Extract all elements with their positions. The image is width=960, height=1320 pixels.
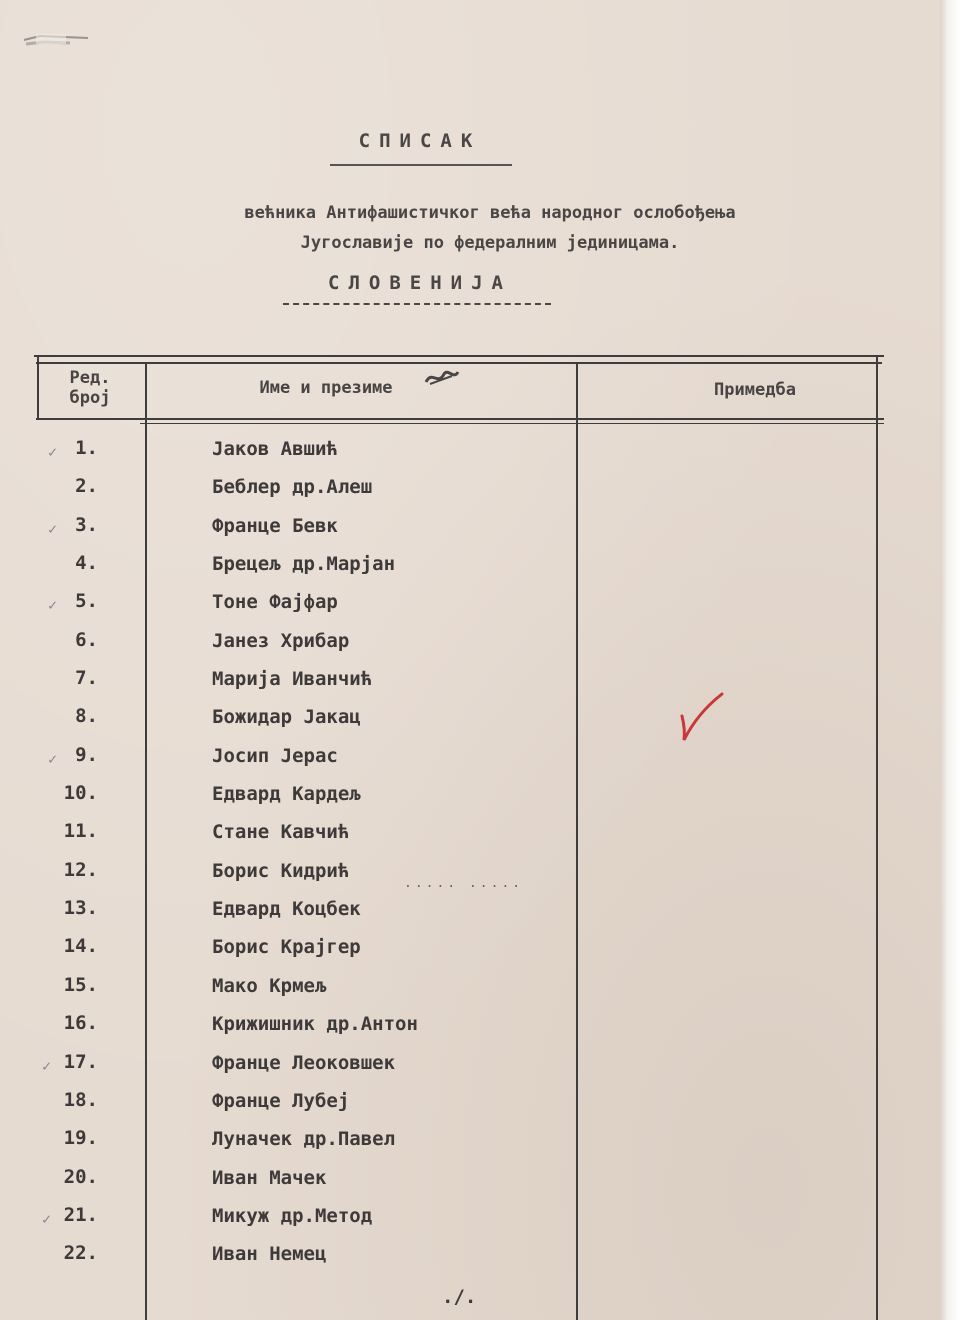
region-heading: СЛОВЕНИЈА [328,272,512,294]
row-number: 10. [63,782,98,805]
row-number: 21. [63,1203,98,1226]
continuation-mark: ./. [442,1286,477,1308]
row-number: 14. [63,935,98,958]
table-row [0,471,900,509]
header-number-line-2: број [69,388,111,408]
header-number-line-1: Ред. [69,368,111,388]
row-number: 19. [63,1127,98,1150]
document-subtitle [130,198,850,258]
document-title: СПИСАК [358,130,482,152]
row-number: 13. [63,897,98,920]
table-row [0,1162,900,1200]
subtitle-line-1: већника Антифашистичког већа народног ослобођења [244,203,736,223]
pencil-check-icon: ✓ [48,519,58,538]
title-underline [330,164,512,166]
member-name: Иван Немец [212,1243,327,1266]
member-name: Јосип Јерас [212,744,338,767]
name-list [0,433,900,1277]
member-name: Божидар Јакац [212,706,361,729]
row-number: 9. [75,743,98,766]
table-row [0,816,900,854]
table-header-rule [36,418,884,420]
member-name: Франце Бевк [212,514,338,537]
row-number: 7. [75,667,98,690]
ink-scribble [424,366,460,390]
table-row [0,1200,900,1238]
row-number: 1. [75,437,98,459]
member-name: Тоне Фајфар [212,591,338,614]
row-number: 11. [63,820,98,843]
table-row [0,970,900,1008]
region-underline [283,303,551,305]
row-number: 6. [75,628,98,651]
row-number: 5. [75,590,98,613]
header-number [44,368,136,408]
member-name: Едвард Кардељ [212,783,361,806]
row-number: 12. [63,858,98,881]
table-row [0,586,900,624]
pencil-check-icon: ✓ [48,443,58,461]
table-row [0,1238,900,1276]
member-name: Мако Крмељ [212,974,327,997]
pencil-check-icon: ✓ [48,749,58,768]
table-top-rule-inner [36,362,882,364]
table-row [0,625,900,663]
staple-mark [20,30,92,48]
member-name: Борис Кидрић [212,859,350,882]
member-name: Брецељ др.Марјан [212,553,396,576]
table-row [0,1085,900,1123]
member-name: Крижишник др.Антон [212,1013,418,1036]
row-number: 3. [75,513,98,536]
member-name: Франце Леоковшек [212,1051,396,1074]
member-name: Борис Крајгер [212,936,361,959]
table-header-rule-inner [140,423,884,424]
table-row [0,893,900,931]
table-row [0,433,900,471]
member-name: Франце Лубеј [212,1089,350,1112]
member-name: Јаков Авшић [212,438,338,460]
row-number: 18. [63,1088,98,1111]
row-number: 4. [75,552,98,575]
pencil-check-icon: ✓ [48,596,58,615]
member-name: Беблер др.Алеш [212,476,373,499]
row-number: 22. [63,1242,98,1265]
member-name: Марија Иванчић [212,668,373,691]
table-row [0,931,900,969]
row-number: 2. [75,475,98,498]
table-row [0,778,900,816]
table-top-rule [34,355,884,357]
table-row [0,1047,900,1085]
row-number: 17. [63,1050,98,1073]
row-number: 20. [63,1165,98,1188]
member-name: Јанез Хрибар [212,629,350,652]
table-row [0,740,900,778]
row-number: 15. [63,973,98,996]
member-name: Микуж др.Метод [212,1204,373,1227]
table-row [0,663,900,701]
red-check-mark-icon [676,690,728,746]
member-name: Иван Мачек [212,1166,327,1189]
subtitle-line-2: Југославије по федералним јединицама. [300,233,680,253]
table-row [0,1008,900,1046]
member-name: Стане Кавчић [212,821,350,844]
pencil-check-icon: ✓ [42,1209,52,1228]
header-remark: Примедба [714,380,796,400]
member-name: Луначек др.Павел [212,1128,396,1151]
table-row [0,548,900,586]
dotted-marks: ..... ..... [404,876,524,891]
table-row [0,510,900,548]
header-name: Име и презиме [259,378,393,398]
row-number: 8. [75,705,98,728]
table-row [0,701,900,739]
member-name: Едвард Коцбек [212,898,361,921]
pencil-check-icon: ✓ [42,1056,52,1075]
row-number: 16. [63,1012,98,1035]
page-edge [940,0,960,1320]
table-row [0,1123,900,1161]
column-divider-left [37,355,39,419]
